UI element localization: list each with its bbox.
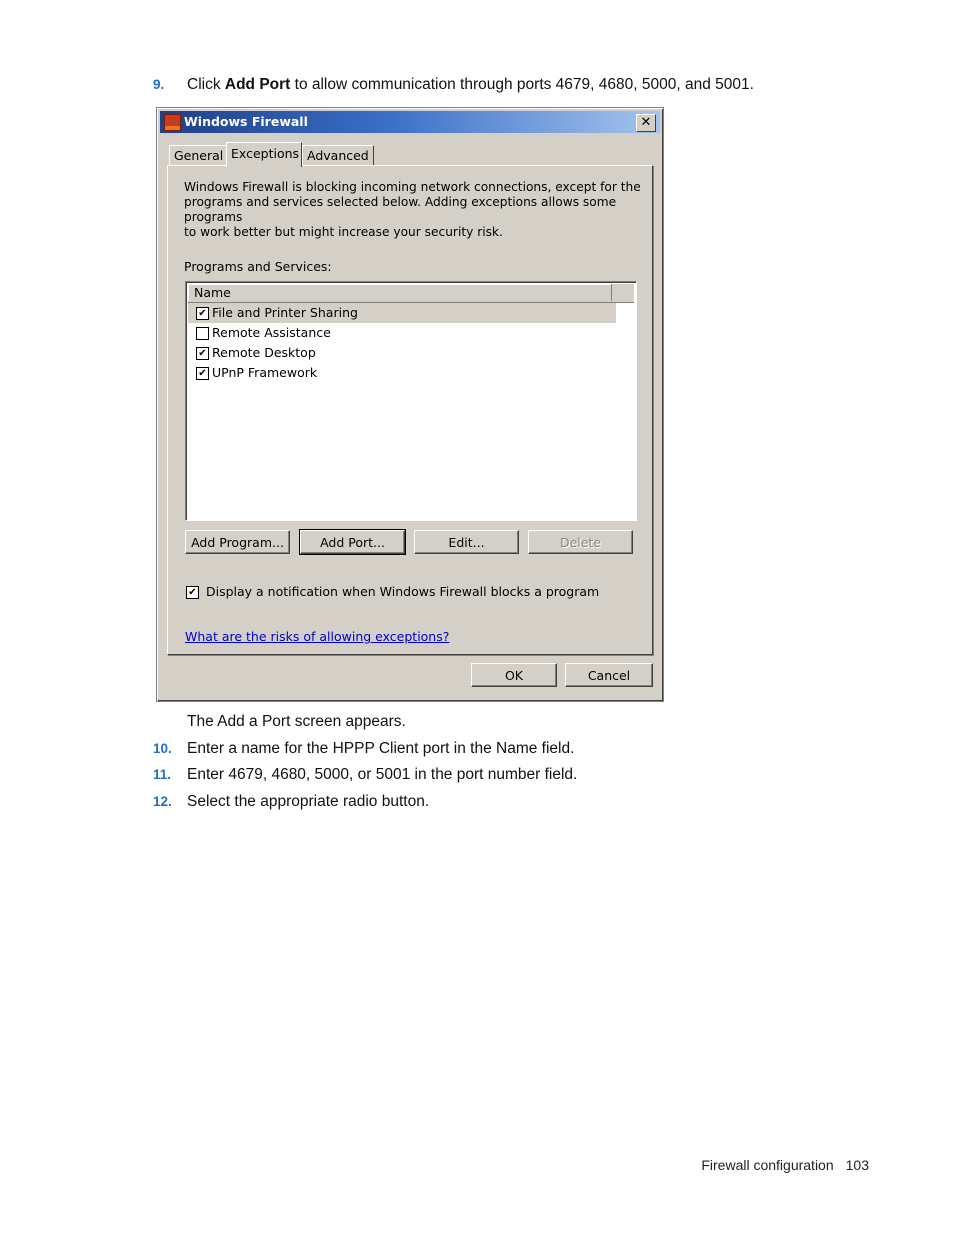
item-checkbox[interactable]: ✔	[196, 347, 209, 360]
firewall-icon	[164, 114, 181, 131]
step-text: Enter 4679, 4680, 5000, or 5001 in the port number field.	[187, 766, 578, 783]
step-number: 11.	[153, 767, 172, 782]
step-bold-command: Add Port	[224, 76, 291, 93]
exceptions-panel	[167, 165, 653, 655]
item-checkbox[interactable]: ✔	[196, 367, 209, 380]
close-button[interactable]: ✕	[636, 114, 656, 132]
dialog-title: Windows Firewall	[184, 114, 308, 129]
item-label: UPnP Framework	[212, 365, 318, 380]
title-bar[interactable]	[160, 111, 660, 133]
item-label: File and Printer Sharing	[212, 305, 358, 320]
result-text: The Add a Port screen appears.	[187, 713, 406, 730]
page-number: 103	[845, 1157, 869, 1173]
list-rows	[188, 303, 616, 383]
list-header	[188, 284, 634, 303]
tab-advanced[interactable]: Advanced	[302, 145, 374, 166]
step-number: 9.	[153, 77, 165, 92]
item-label: Remote Assistance	[212, 325, 331, 340]
item-label: Remote Desktop	[212, 345, 316, 360]
step-number: 12.	[153, 794, 172, 809]
cancel-button[interactable]: Cancel	[565, 663, 653, 687]
list-item[interactable]	[188, 303, 616, 323]
info-text: Windows Firewall is blocking incoming network connections, except for the programs and services selected below. Adding exceptions allows some programs to work better but might increase your security risk.	[184, 180, 641, 239]
notify-label[interactable]: Display a notification when Windows Firewall blocks a program	[206, 584, 600, 599]
notify-checkbox[interactable]: ✔	[186, 586, 199, 599]
step-text-pre: Click	[187, 76, 225, 93]
page-footer	[701, 1157, 869, 1173]
footer-section: Firewall configuration	[701, 1157, 834, 1173]
item-checkbox[interactable]: ✔	[196, 307, 209, 320]
step-text: Select the appropriate radio button.	[187, 793, 430, 810]
programs-label: Programs and Services:	[184, 259, 332, 274]
tab-general[interactable]: General	[169, 145, 229, 166]
item-checkbox[interactable]	[196, 327, 209, 340]
risks-help-link[interactable]: What are the risks of allowing exceptions?	[185, 629, 450, 644]
ok-button[interactable]: OK	[471, 663, 557, 687]
edit-button[interactable]: Edit...	[414, 530, 519, 554]
step-text-post: to allow communication through ports 4679, 4680, 5000, and 5001.	[290, 76, 754, 93]
list-item[interactable]	[188, 323, 616, 343]
step-number: 10.	[153, 741, 172, 756]
list-item[interactable]	[188, 343, 616, 363]
add-port-button[interactable]: Add Port...	[300, 530, 405, 554]
column-header-name[interactable]: Name	[188, 284, 612, 301]
add-program-button[interactable]: Add Program...	[185, 530, 290, 554]
step-text: Enter a name for the HPPP Client port in the Name field.	[187, 740, 575, 757]
windows-firewall-dialog	[156, 107, 664, 702]
tab-exceptions[interactable]: Exceptions	[226, 142, 302, 167]
programs-list[interactable]	[185, 281, 637, 521]
delete-button: Delete	[528, 530, 633, 554]
list-item[interactable]	[188, 363, 616, 383]
